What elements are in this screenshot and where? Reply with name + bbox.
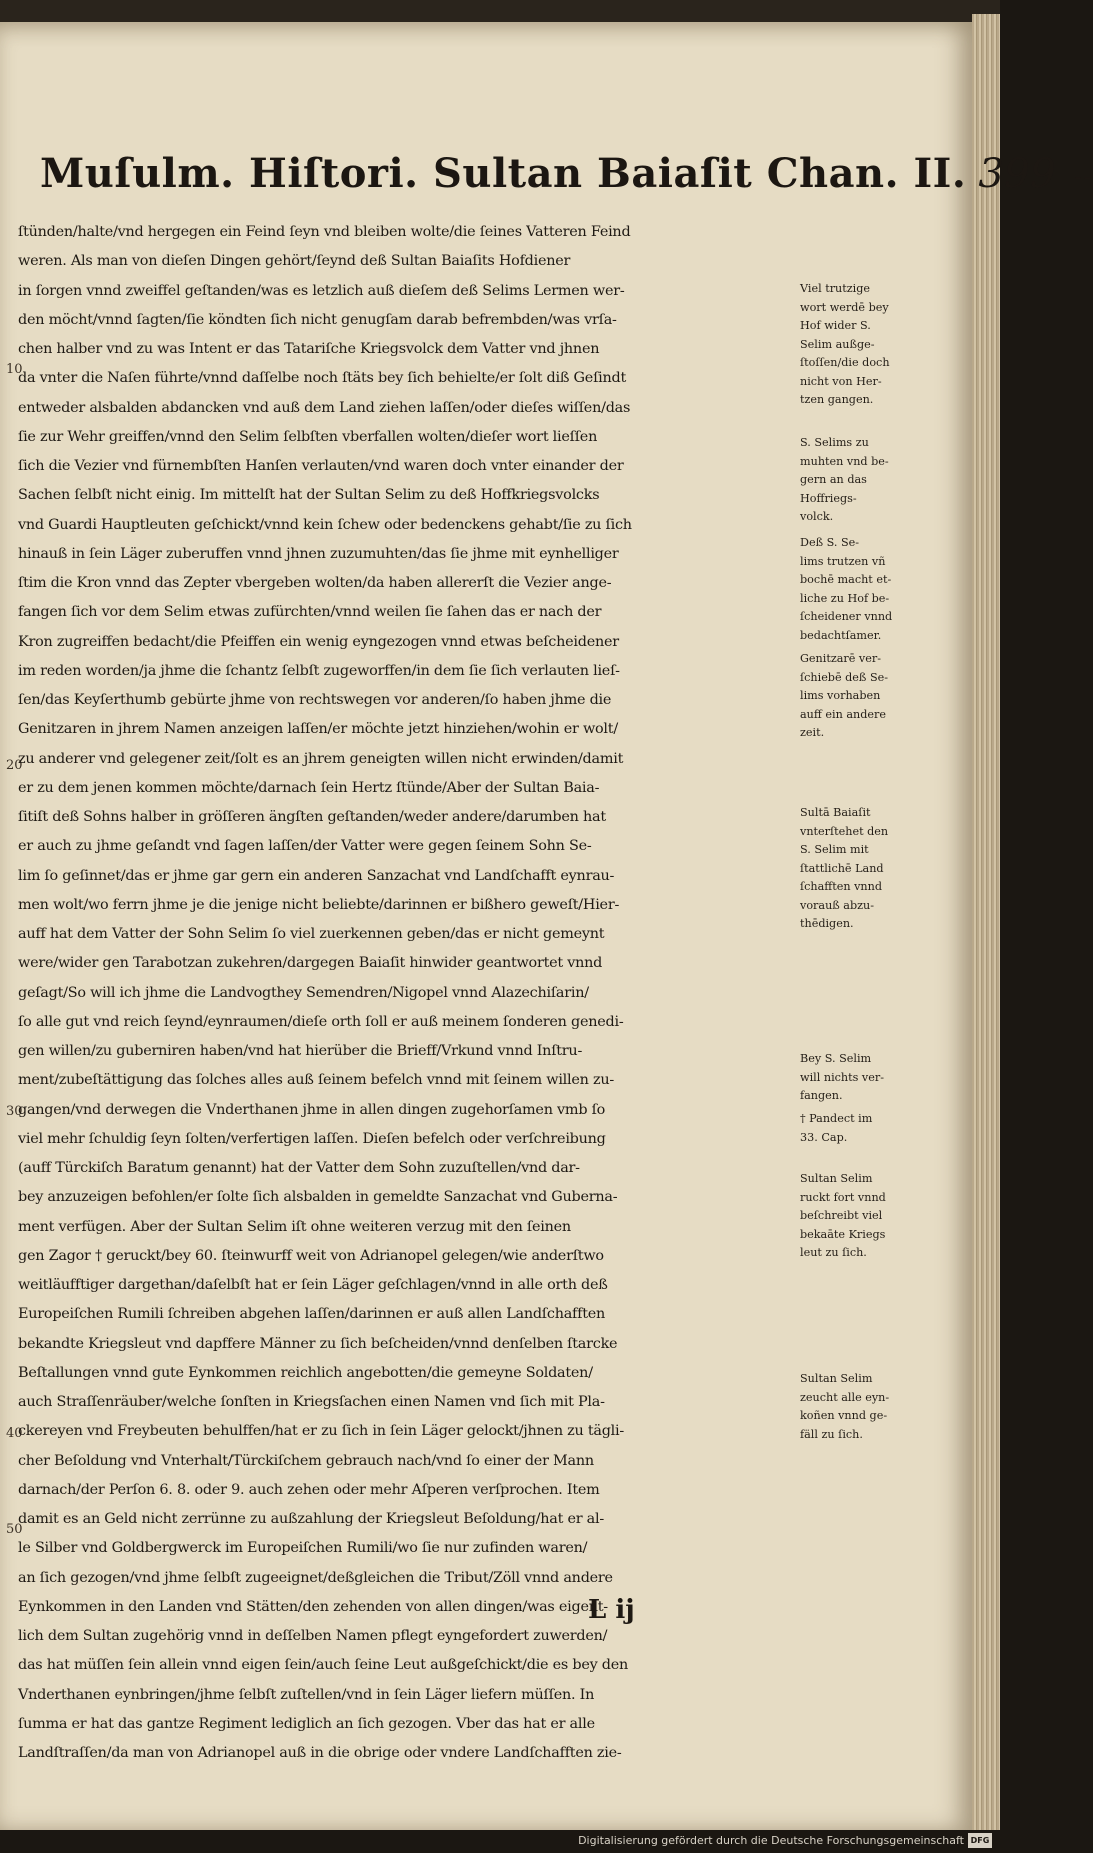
text-line: (auff Türckiſch Baratum genannt) hat der Vatter dem Sohn zuzuſtellen/vnd dar- xyxy=(18,1160,580,1176)
text-line: ſtünden/halte/vnd hergegen ein Feind ſeyn vnd bleiben wolte/die ſeines Vatteren Feind xyxy=(18,224,631,240)
marginal-note-line: tzen gangen. xyxy=(800,393,874,406)
marginal-note-line: Hoffriegs- xyxy=(800,491,857,505)
text-line: hinauß in ſein Läger zuberuffen vnnd jhnen zuzumuhten/das ſie jhme mit eynhelliger xyxy=(18,545,619,562)
text-line: ſie zur Wehr greiffen/vnnd den Selim ſelbſten vberfallen wolten/dieſer wort lieſſen xyxy=(18,428,598,445)
line-number: 20 xyxy=(6,758,23,773)
marginal-note-line: bekaāte Kriegs xyxy=(800,1227,886,1241)
marginal-note-line: ruckt fort vnnd xyxy=(800,1190,886,1204)
book-fore-edge xyxy=(972,14,1000,1834)
marginal-note-line: zeit. xyxy=(800,726,825,739)
marginal-note xyxy=(800,434,908,527)
marginal-note xyxy=(800,1050,908,1106)
text-line: Sachen ſelbſt nicht einig. Im mittelſt hat der Sultan Selim zu deß Hoffkriegsvolcks xyxy=(18,487,600,504)
text-line: zu anderer vnd gelegener zeit/ſolt es an jhrem geneigten willen nicht erwinden/damit xyxy=(18,750,624,767)
text-line: were/wider gen Tarabotzan zukehren/dargegen Baiaſit hinwider geantwortet vnnd xyxy=(18,955,603,972)
marginal-note-line: ſtoſſen/die doch xyxy=(800,356,890,369)
marginal-note-line: Sultā Baiaſit xyxy=(800,806,871,819)
marginal-note-line: bedachtſamer. xyxy=(800,628,882,642)
text-line: ment/zubeſtättigung das ſolches alles auß ſeinem befelch vnnd mit ſeinem willen zu- xyxy=(18,1072,614,1089)
marginal-note-line: leut zu ſich. xyxy=(800,1246,867,1259)
text-line: Landſtraſſen/da man von Adrianopel auß in die obrige oder vndere Landſchafften zie- xyxy=(18,1745,622,1761)
text-line: fangen ſich vor dem Selim etwas zufürchten/vnnd weilen ſie ſahen das er nach der xyxy=(18,604,602,621)
marginal-note xyxy=(800,650,908,743)
text-line: ſo alle gut vnd reich ſeynd/eynraumen/dieſe orth ſoll er auß meinem ſonderen genedi- xyxy=(18,1013,624,1030)
text-line: darnach/der Perſon 6. 8. oder 9. auch zehen oder mehr Aſperen verſprochen. Item xyxy=(18,1481,600,1498)
text-line: auch Straſſenräuber/welche ſonſten in Kriegsſachen einen Namen vnd ſich mit Pla- xyxy=(18,1394,605,1410)
marginal-note-line: volck. xyxy=(800,510,834,523)
marginal-note-line: ſtattlichē Land xyxy=(800,861,884,875)
marginal-note-line: Viel trutzige xyxy=(800,282,871,295)
marginal-note-line: Sultan Selim xyxy=(800,1372,873,1385)
page-number: 399 xyxy=(978,151,1057,197)
marginal-note xyxy=(800,1170,908,1263)
marginal-note xyxy=(800,1370,908,1444)
text-line: ſumma er hat das gantze Regiment lediglich an ſich gezogen. Vber das hat er alle xyxy=(18,1715,595,1732)
header-dash: -- xyxy=(1074,164,1093,190)
footer-bar xyxy=(0,1830,1000,1853)
text-line: gen willen/zu guberniren haben/vnd hat hierüber die Brieff/Vrkund vnnd Inſtru- xyxy=(18,1043,583,1059)
text-line: viel mehr ſchuldig ſeyn ſolten/verfertigen laſſen. Dieſen befelch oder verſchreibung xyxy=(18,1130,606,1147)
text-line: an ſich gezogen/vnd jhme ſelbſt zugeeignet/deßgleichen die Tribut/Zöll vnnd andere xyxy=(18,1569,613,1586)
text-line: ſtim die Kron vnnd das Zepter vbergeben wolten/da haben allererſt die Vezier ange- xyxy=(18,575,612,591)
marginal-note-line: bochē macht et- xyxy=(800,573,892,586)
text-line: in ſorgen vnnd zweiffel geſtanden/was es letzlich auß dieſem deß Selims Lermen wer- xyxy=(18,282,625,299)
line-number: 40 xyxy=(6,1426,23,1441)
text-line: bekandte Kriegsleut vnd dapffere Männer zu ſich beſcheiden/vnnd denſelben ſtarcke xyxy=(18,1335,618,1352)
marginal-note-line: vorauß abzu- xyxy=(800,898,875,912)
text-line: Eynkommen in den Landen vnd Stätten/den zehenden von allen dingen/was eigent- xyxy=(18,1598,608,1615)
marginal-note-line: thēdigen. xyxy=(800,917,854,930)
marginal-note-line: Bey S. Selim xyxy=(800,1052,872,1065)
text-line: weren. Als man von dieſen Dingen gehört/ſeynd deß Sultan Baiaſits Hofdiener xyxy=(18,253,571,270)
header-title: Muſulm. Hiſtori. Sultan Baiaſit Chan. II. xyxy=(40,150,967,197)
marginal-note-line: lims trutzen vñ xyxy=(800,554,886,568)
text-line: Europeiſchen Rumili ſchreiben abgehen laſſen/darinnen er auß allen Landſchafften xyxy=(18,1306,606,1323)
body-text xyxy=(18,218,793,1768)
text-line: ckereyen vnd Freybeuten behulffen/hat er zu ſich in ſein Läger gelockt/jhnen zu tägli- xyxy=(18,1423,624,1440)
running-header xyxy=(40,150,1093,210)
marginal-note-line: liche zu Hof be- xyxy=(800,591,890,605)
marginal-note-line: beſchreibt viel xyxy=(800,1209,883,1222)
text-line: er zu dem jenen kommen möchte/darnach ſein Hertz ſtünde/Aber der Sultan Baia- xyxy=(18,779,600,796)
marginal-note-line: koñen vnnd ge- xyxy=(800,1409,888,1422)
marginal-note xyxy=(800,534,908,645)
text-line: geſagt/So will ich jhme die Landvogthey Semendren/Nigopel vnnd Alazechiſarin/ xyxy=(18,984,589,1001)
marginal-note-line: S. Selims zu xyxy=(800,436,869,449)
text-line: damit es an Geld nicht zerrünne zu außzahlung der Kriegsleut Beſoldung/hat er al- xyxy=(18,1511,604,1527)
text-line: le Silber vnd Goldbergwerck im Europeiſchen Rumili/wo ſie nur zufinden waren/ xyxy=(18,1540,588,1557)
marginal-note-line: auff ein andere xyxy=(800,707,886,721)
text-line: im reden worden/ja jhme die ſchantz ſelbſt zugeworffen/in dem ſie ſich verlauten lieſ- xyxy=(18,662,620,679)
marginal-note-line: ſchafften vnnd xyxy=(800,880,882,893)
marginal-note xyxy=(800,280,908,410)
marginal-note-line: zeucht alle eyn- xyxy=(800,1390,890,1404)
text-line: gangen/vnd derwegen die Vnderthanen jhme in allen dingen zugehorſamen vmb ſo xyxy=(18,1101,606,1118)
marginal-note-line: vnterſtehet den xyxy=(800,824,889,838)
text-line: Genitzaren in jhrem Namen anzeigen laſſen/er möchte jetzt hinziehen/wohin er wolt/ xyxy=(18,721,618,738)
text-line: ſen/das Keyſerthumb gebürte jhme von rechtswegen vor anderen/ſo haben jhme die xyxy=(18,692,612,708)
marginal-note-line: fangen. xyxy=(800,1089,843,1102)
book-page xyxy=(0,22,1093,1830)
footer-credit: Digitalisierung gefördert durch die Deutsche Forschungsgemeinschaft xyxy=(578,1834,964,1847)
marginal-note-line: Genitzarē ver- xyxy=(800,652,881,665)
text-line: lich dem Sultan zugehörig vnnd in deſſelben Namen pflegt eyngefordert zuwerden/ xyxy=(18,1628,608,1644)
marginal-note-line: nicht von Her- xyxy=(800,374,882,388)
marginal-note-line: fäll zu ſich. xyxy=(800,1427,863,1441)
dfg-logo: DFG xyxy=(968,1833,992,1848)
marginal-note-line: Hof wider S. xyxy=(800,319,871,332)
text-line: gen Zagor † geruckt/bey 60. ſteinwurff weit von Adrianopel gelegen/wie anderſtwo xyxy=(18,1247,604,1264)
text-line: den möcht/vnnd ſagten/ſie köndten ſich nicht genugſam darab befrembden/was vrſa- xyxy=(18,311,617,328)
text-line: men wolt/wo ferrn jhme je die jenige nicht beliebte/darinnen er bißhero geweſt/Hier- xyxy=(18,896,620,913)
text-line: entweder alsbalden abdancken vnd auß dem Land ziehen laſſen/oder dieſes wiſſen/das xyxy=(18,399,631,416)
text-line: chen halber vnd zu was Intent er das Tatariſche Kriegsvolck dem Vatter vnd jhnen xyxy=(18,341,600,357)
line-number: 10 xyxy=(6,362,23,377)
marginal-note-line: † Pandect im xyxy=(800,1112,873,1125)
marginal-note-line: gern an das xyxy=(800,473,867,486)
text-line: da vnter die Naſen führte/vnnd daſſelbe noch ſtäts bey ſich behielte/er ſolt diß Geſindt xyxy=(18,370,627,387)
marginal-note-line: 33. Cap. xyxy=(800,1130,848,1144)
signature-mark: L ij xyxy=(588,1595,635,1625)
marginal-note-line: Deß S. Se- xyxy=(800,536,860,549)
marginal-note xyxy=(800,804,908,934)
marginal-note-line: lims vorhaben xyxy=(800,689,881,702)
text-line: lim ſo geſinnet/das er jhme gar gern ein anderen Sanzachat vnd Landſchafft eynrau- xyxy=(18,867,615,884)
marginal-note-line: Sultan Selim xyxy=(800,1172,873,1185)
text-line: das hat müſſen ſein allein vnnd eigen ſein/auch ſeine Leut außgeſchickt/die es bey den xyxy=(18,1657,629,1674)
line-number: 30 xyxy=(6,1104,23,1119)
text-line: ſitiſt deß Sohns halber in gröſſeren ängſten geſtanden/weder andere/darumben hat xyxy=(18,809,606,825)
text-line: Beſtallungen vnnd gute Eynkommen reichlich angebotten/die gemeyne Soldaten/ xyxy=(18,1364,593,1381)
line-number: 50 xyxy=(6,1522,23,1537)
text-line: auff hat dem Vatter der Sohn Selim ſo viel zuerkennen geben/das er nicht gemeynt xyxy=(18,926,605,942)
text-line: ſich die Vezier vnd fürnembſten Hanſen verlauten/vnd waren doch vnter einander der xyxy=(18,458,624,474)
text-line: bey anzuzeigen befohlen/er ſolte ſich alsbalden in gemeldte Sanzachat vnd Guberna- xyxy=(18,1189,618,1206)
text-line: Kron zugreiffen bedacht/die Pfeiffen ein wenig eyngezogen vnnd etwas beſcheidener xyxy=(18,633,619,650)
marginal-note-line: S. Selim mit xyxy=(800,843,869,856)
text-line: cher Beſoldung vnd Vnterhalt/Türckiſchem gebrauch nach/vnd ſo einer der Mann xyxy=(18,1452,594,1469)
marginal-note-line: muhten vnd be- xyxy=(800,454,889,468)
marginal-note-line: ſchiebē deß Se- xyxy=(800,670,889,684)
text-line: vnd Guardi Hauptleuten geſchickt/vnnd kein ſchew oder bedenckens gehabt/ſie zu ſich xyxy=(18,516,632,533)
text-line: weitläufftiger dargethan/daſelbſt hat er ſein Läger geſchlagen/vnnd in alle orth deß xyxy=(18,1277,608,1293)
text-line: Vnderthanen eynbringen/jhme ſelbſt zuſtellen/vnd in ſein Läger liefern müſſen. In xyxy=(18,1686,595,1703)
marginal-note-line: will nichts ver- xyxy=(800,1070,884,1084)
marginal-note-line: wort werdē bey xyxy=(800,300,889,314)
text-line: ment verfügen. Aber der Sultan Selim iſt ohne weiteren verzug mit den ſeinen xyxy=(18,1218,571,1235)
marginal-note-line: ſcheidener vnnd xyxy=(800,610,893,623)
marginal-note xyxy=(800,1110,908,1147)
text-line: er auch zu jhme geſandt vnd ſagen laſſen/der Vatter were gegen ſeinem Sohn Se- xyxy=(18,838,592,855)
marginal-note-line: Selim außge- xyxy=(800,337,875,351)
